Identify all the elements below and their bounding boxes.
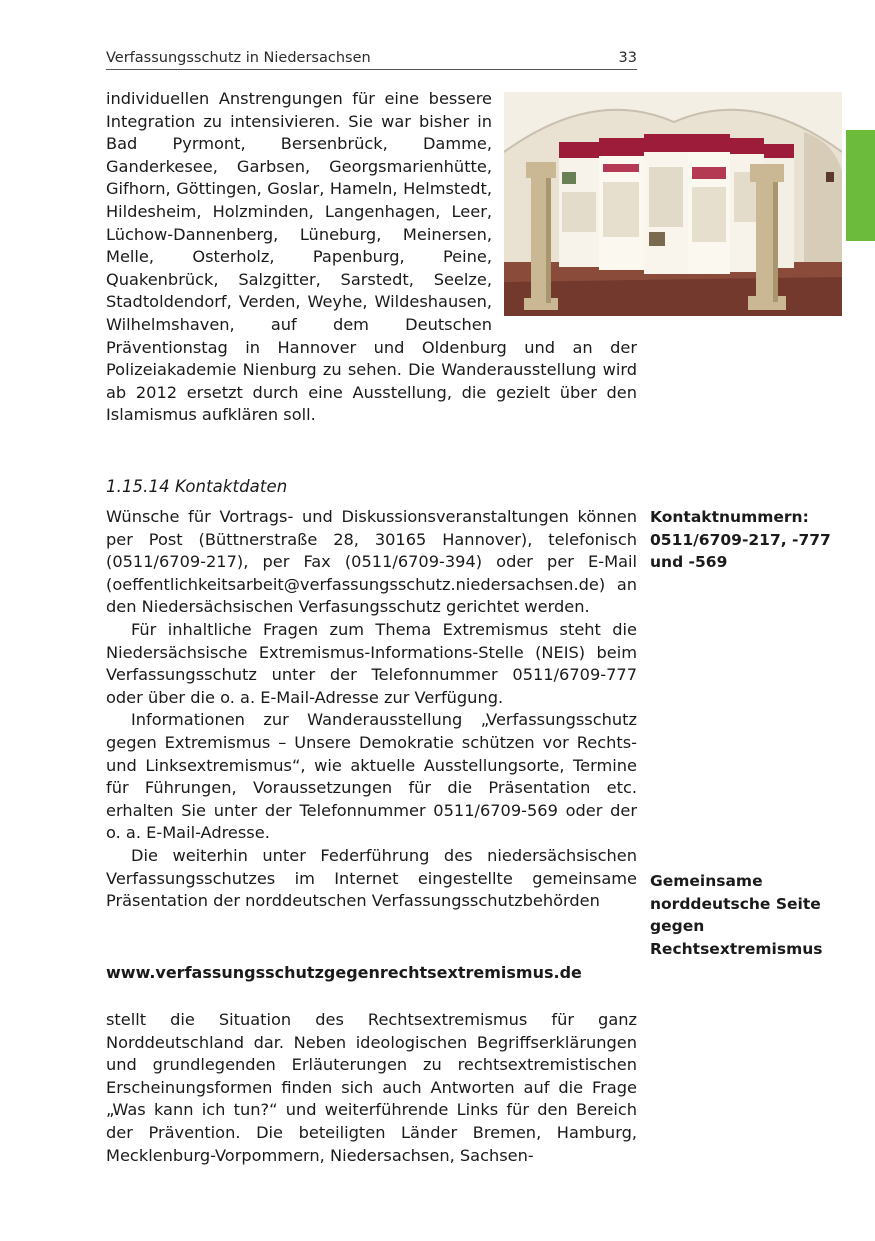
contact-paragraph-requests: Wünsche für Vortrags- und Diskussionsveranstaltungen können per Post (Büttnerstraße 28, 30165 Hannover), telefonisch (0511/6709-217), per Fax (0511/6709-394) oder per E-Mail (oeffentlichkeitsarbeit@verfassungsschutz.niedersachsen.de) an den Niedersächsischen Verfasungsschutz gerichtet werden. bbox=[106, 507, 637, 617]
contact-paragraph-exhibition: Informationen zur Wanderausstellung „Verfassungsschutz gegen Extremismus – Unsere Demokratie schützen vor Rechts- und Linksextremismus“, wie aktuelle Ausstellungsorte, Termine für Führungen, Voraussetzungen für die Präsentation etc. erhalten Sie unter der Telefonnummer 0511/6709-569 oder der o. a. E-Mail-Adresse. bbox=[106, 710, 637, 843]
chapter-tab-marker bbox=[846, 130, 875, 241]
contact-paragraph-neis: Für inhaltliche Fragen zum Thema Extremismus steht die Niedersächsische Extremismus-Informations-Stelle (NEIS) beim Verfassungsschutz unter der Telefonnummer 0511/6709-777 oder über die o. a. E-Mail-Adresse zur Verfügung. bbox=[106, 619, 637, 707]
exhibition-locations-paragraph: individuellen Anstrengungen für eine bessere Integration zu intensivieren. Sie war bisher in Bad Pyrmont, Bersenbrück, Damme, Ganderkesee, Garbsen, Georgsmarienhütte, Gifhorn, Göttingen, Goslar, Hameln, Helmstedt, Hildesheim, Holzminden, Langenhagen, Leer, Lüchow-Dannenberg, Lüneburg, Meinersen, Melle, Osterholz, Papenburg, Peine, Quakenbrück, Salzgitter, Sarstedt, Seelze, Stadtoldendorf, Verden, Weyhe, Wildeshausen, Wilhelmshaven, auf dem Deutschen Präventionstag in Hannover und Oldenburg und an der Polizeiakademie Nienburg zu sehen. Die Wanderausstellung wird ab 2012 ersetzt durch eine Ausstellung, die gezielt über den Islamismus aufklären soll. bbox=[106, 89, 637, 425]
page-number: 33 bbox=[618, 50, 637, 66]
contact-text-block bbox=[106, 506, 637, 913]
margin-note-joint-site: Gemeinsame norddeutsche Seite gegen Rechtsextremismus bbox=[650, 872, 823, 958]
margin-note-contact-numbers: Kontaktnummern: 0511/6709-217, -777 und -569 bbox=[650, 508, 831, 572]
contact-paragraph-joint-site: Die weiterhin unter Federführung des niedersächsischen Verfassungsschutzes im Internet eingestellte gemeinsame Präsentation der norddeutschen Verfassungsschutzbehörden bbox=[106, 845, 637, 911]
running-header-title: Verfassungsschutz in Niedersachsen bbox=[106, 50, 371, 66]
website-url[interactable]: www.verfassungsschutzgegenrechtsextremismus.de bbox=[106, 963, 582, 982]
running-header bbox=[106, 50, 637, 70]
section-heading: 1.15.14 Kontaktdaten bbox=[106, 477, 288, 496]
final-paragraph-block bbox=[106, 1009, 637, 1167]
exhibition-paragraph-block bbox=[106, 88, 637, 427]
final-paragraph: stellt die Situation des Rechtsextremismus für ganz Norddeutschland dar. Neben ideologischen Begriffserklärungen und grundlegenden Erläuterungen zu rechtsextremistischen Erscheinungsformen finden sich auch Antworten auf die Frage „Was kann ich tun?“ und weiterführende Links für den Bereich der Prävention. Die beteiligten Länder Bremen, Hamburg, Mecklenburg-Vorpommern, Niedersachsen, Sachsen- bbox=[106, 1010, 637, 1165]
exhibition-photo bbox=[504, 92, 842, 318]
